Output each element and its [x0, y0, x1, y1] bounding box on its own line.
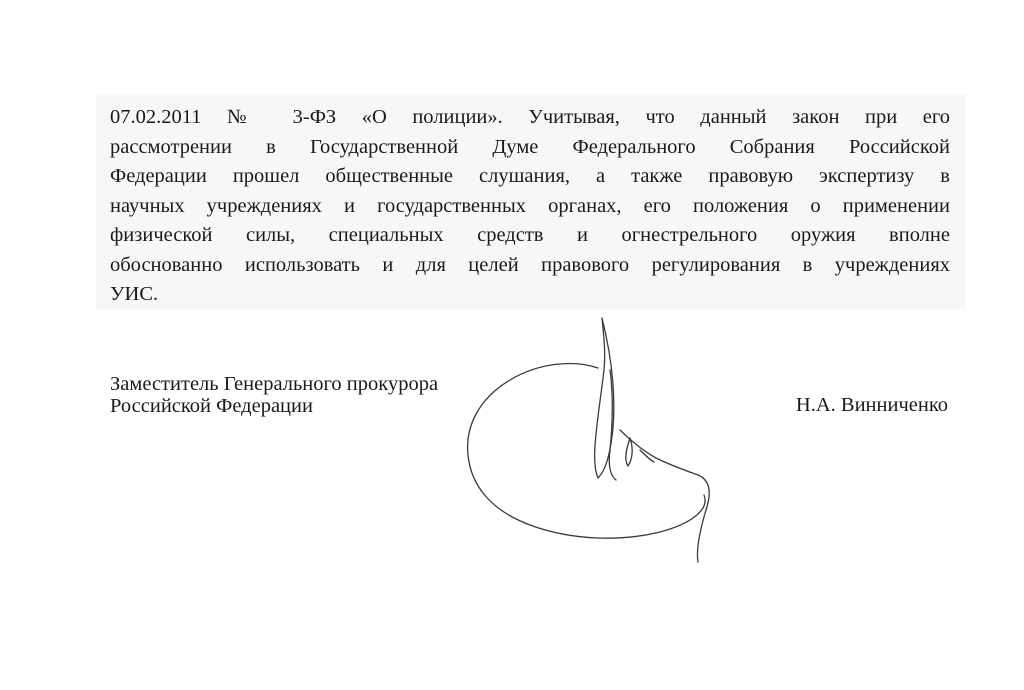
signature-stroke	[595, 318, 614, 478]
signatory-position-line: Заместитель Генерального прокурора	[110, 373, 439, 395]
signature-stroke	[468, 364, 705, 539]
paragraph-line: обоснованно использовать и для целей правового регулирования в учреждениях	[110, 253, 950, 276]
paragraph-line: УИС.	[110, 283, 159, 305]
signature-stroke	[620, 430, 709, 562]
body-paragraph	[110, 103, 950, 310]
paragraph-line: 07.02.2011 № 3-ФЗ «О полиции». Учитывая, что данный закон при его	[110, 106, 950, 128]
signatory-position-line: Российской Федерации	[110, 395, 313, 417]
paragraph-line: Федерации прошел общественные слушания, а также правовую экспертизу в	[110, 165, 950, 187]
signature-stroke	[626, 438, 632, 466]
paragraph-line: научных учреждениях и государственных органах, его положения о применении	[110, 194, 950, 217]
paragraph-line: рассмотрении в Государственной Думе Федерального Собрания Российской	[110, 135, 950, 158]
signatory-position	[110, 373, 438, 417]
signatory-name: Н.А. Винниченко	[795, 394, 948, 416]
handwritten-signature	[460, 310, 740, 570]
paragraph-line: физической силы, специальных средств и огнестрельного оружия вполне	[110, 224, 950, 246]
